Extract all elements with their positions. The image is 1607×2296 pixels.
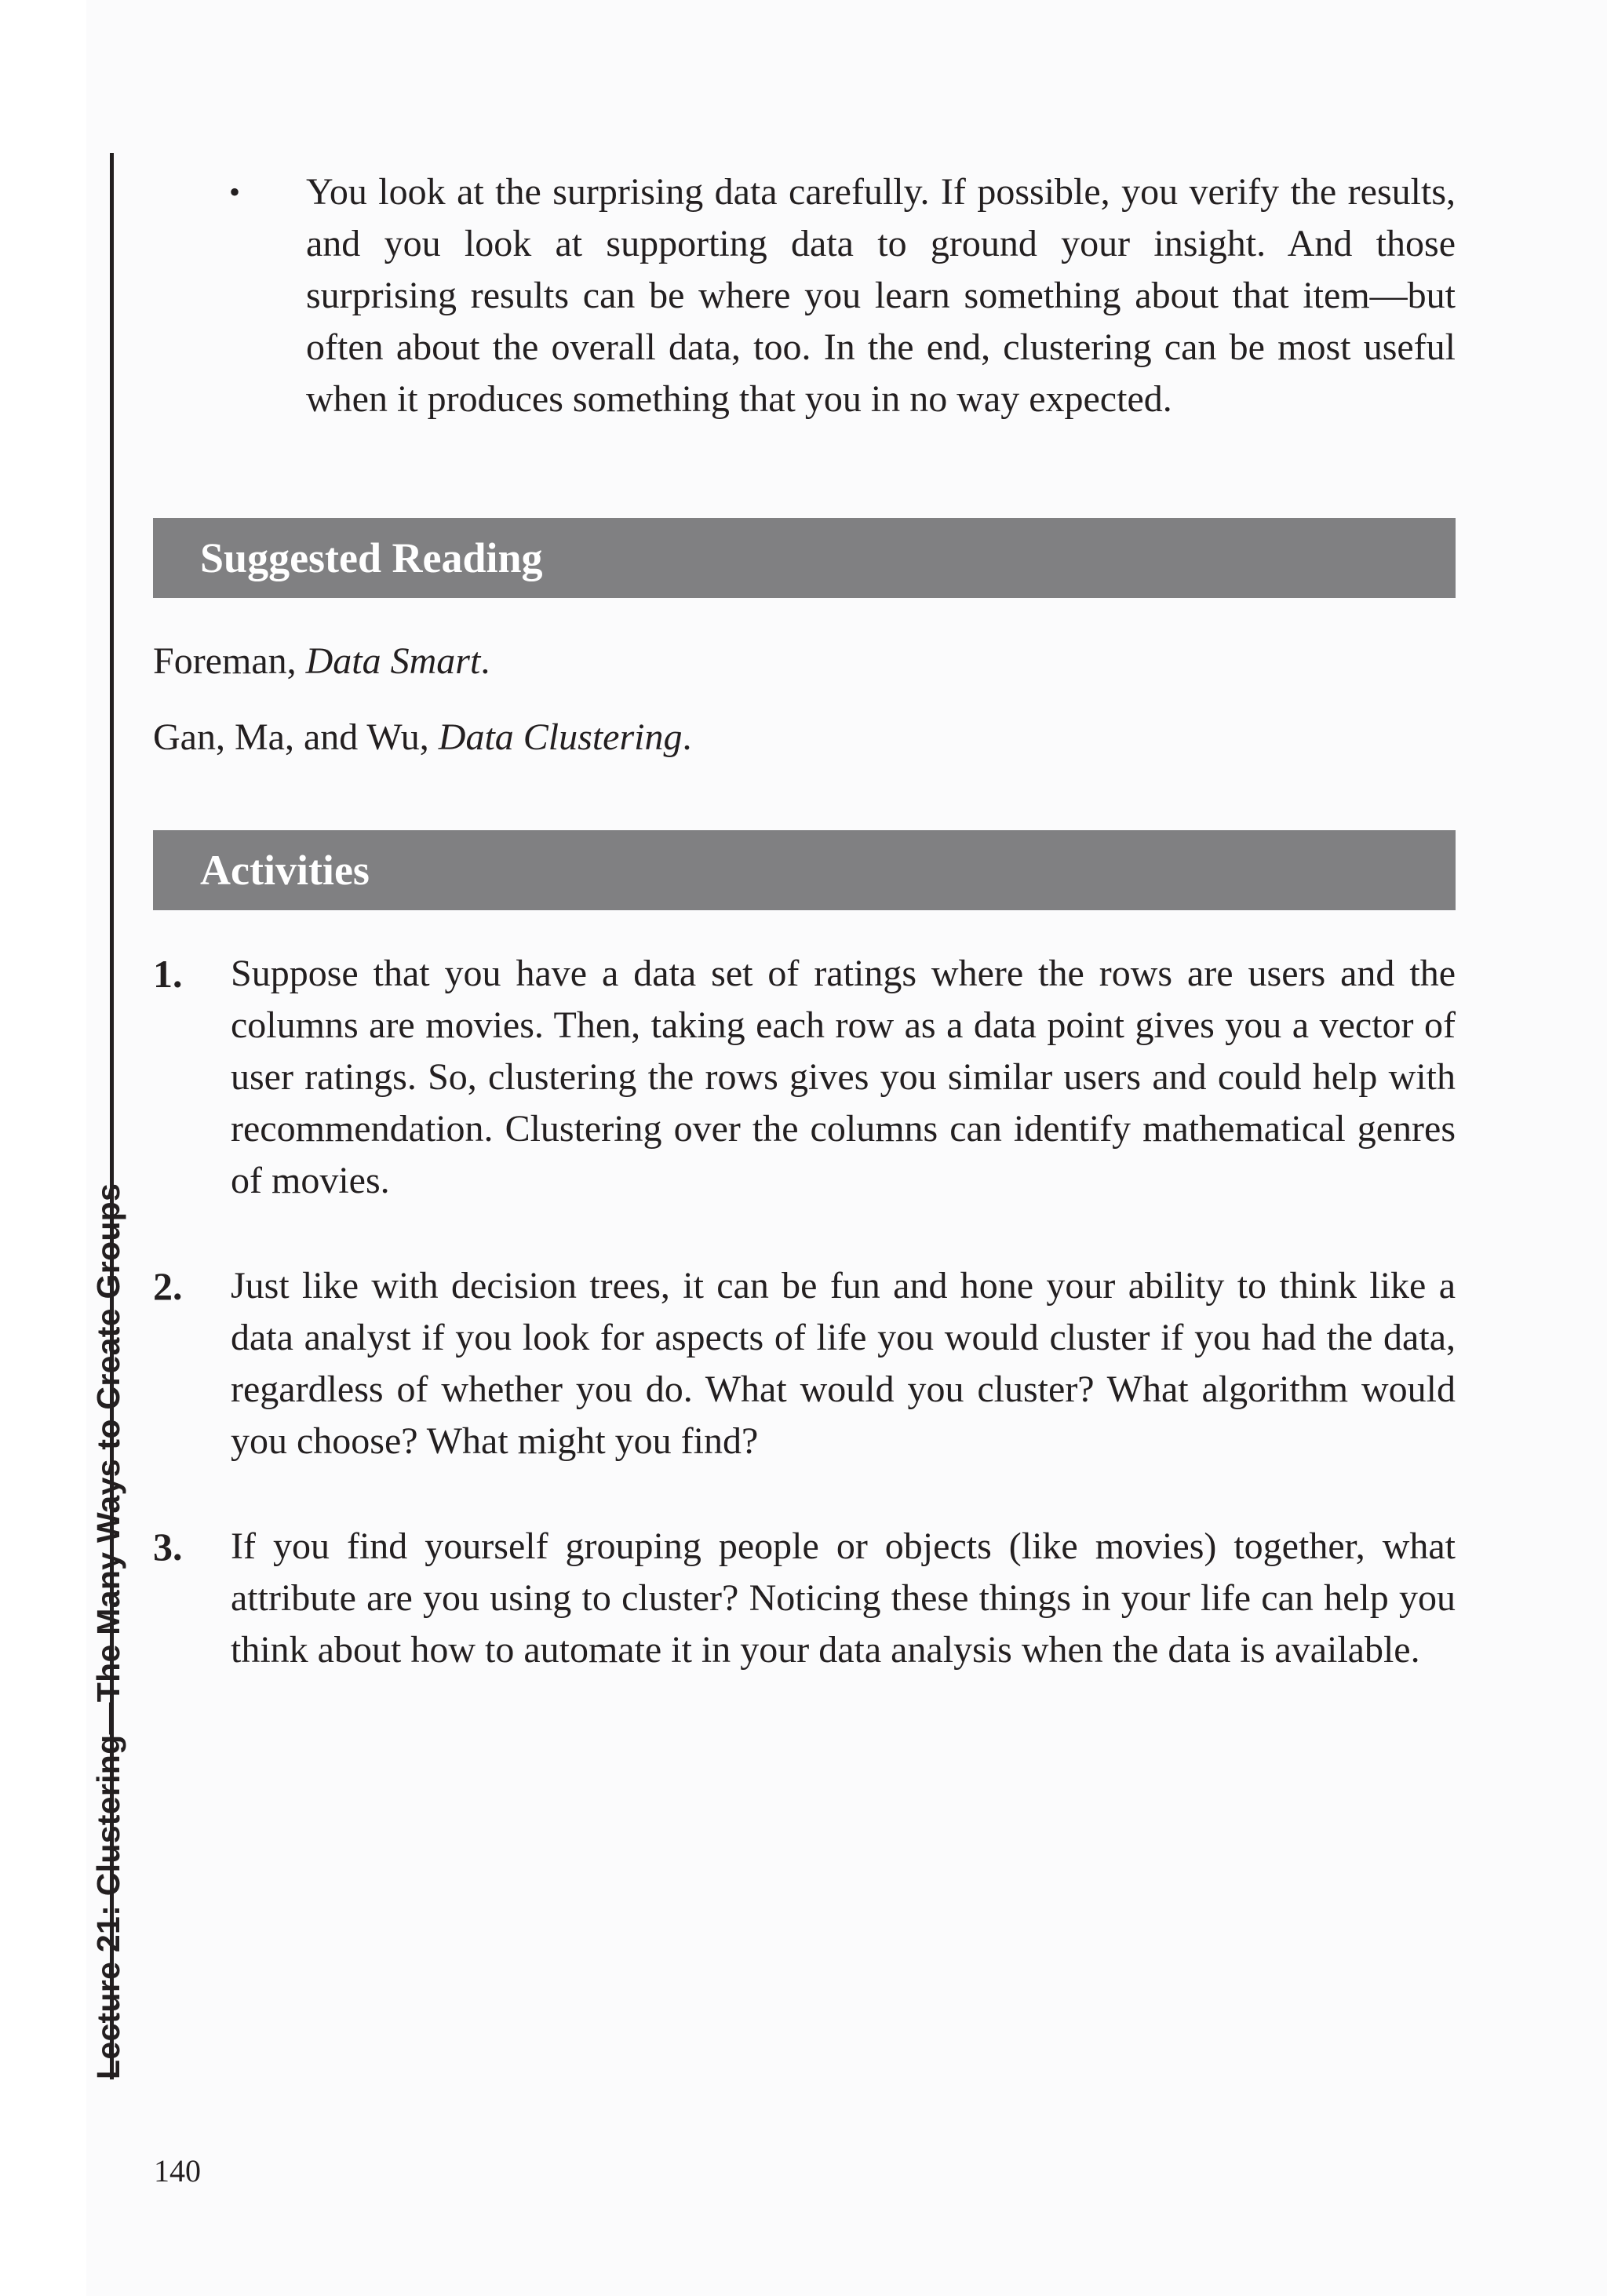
page-number: 140 bbox=[154, 2153, 201, 2188]
reading-authors: Gan, Ma, and Wu, bbox=[153, 716, 439, 758]
activities-banner bbox=[153, 830, 1456, 910]
reading-end: . bbox=[682, 716, 692, 758]
activity-text: If you find yourself grouping people or objects (like movies) together, what attribute are you using to cluster? Noticing these things in your life can help you think about how to automate it in your data analysis when the data is available. bbox=[231, 1525, 1456, 1671]
running-header: Lecture 21: Clustering—The Many Ways to Create Groups bbox=[90, 1183, 126, 2079]
activity-number: 3. bbox=[153, 1525, 183, 1569]
section-heading: Activities bbox=[200, 847, 370, 894]
reading-title: Data Clustering bbox=[438, 716, 683, 758]
reading-authors: Foreman, bbox=[153, 640, 306, 682]
suggested-reading-banner bbox=[153, 518, 1456, 598]
reading-item bbox=[153, 636, 490, 687]
activity-number: 2. bbox=[153, 1264, 183, 1308]
bullet-mark: • bbox=[229, 174, 241, 210]
bullet-text: You look at the surprising data carefully. If possible, you verify the results, and you look at supporting data to ground your insight. And those surprising results can be where you learn something about that item—but often about the overall data, too. In the end, clustering can be most useful when it produces something that you in no way expected. bbox=[306, 171, 1456, 420]
reading-title: Data Smart bbox=[305, 640, 481, 682]
reading-end: . bbox=[480, 640, 490, 682]
reading-item bbox=[153, 712, 691, 764]
activity-text: Just like with decision trees, it can be fun and hone your ability to think like a data analyst if you look for aspects of life you would cluster if you had the data, regardless of whether you do. What would you cluster? What algorithm would you choose? What might you find? bbox=[231, 1265, 1456, 1462]
section-heading: Suggested Reading bbox=[200, 534, 543, 581]
activity-number: 1. bbox=[153, 952, 183, 996]
activity-text: Suppose that you have a data set of ratings where the rows are users and the columns are movies. Then, taking each row as a data point gives you a vector of user ratings. So, clustering the rows gives you similar users and could help with recommendation. Clustering over the columns can identify mathematical genres of movies. bbox=[231, 953, 1456, 1201]
